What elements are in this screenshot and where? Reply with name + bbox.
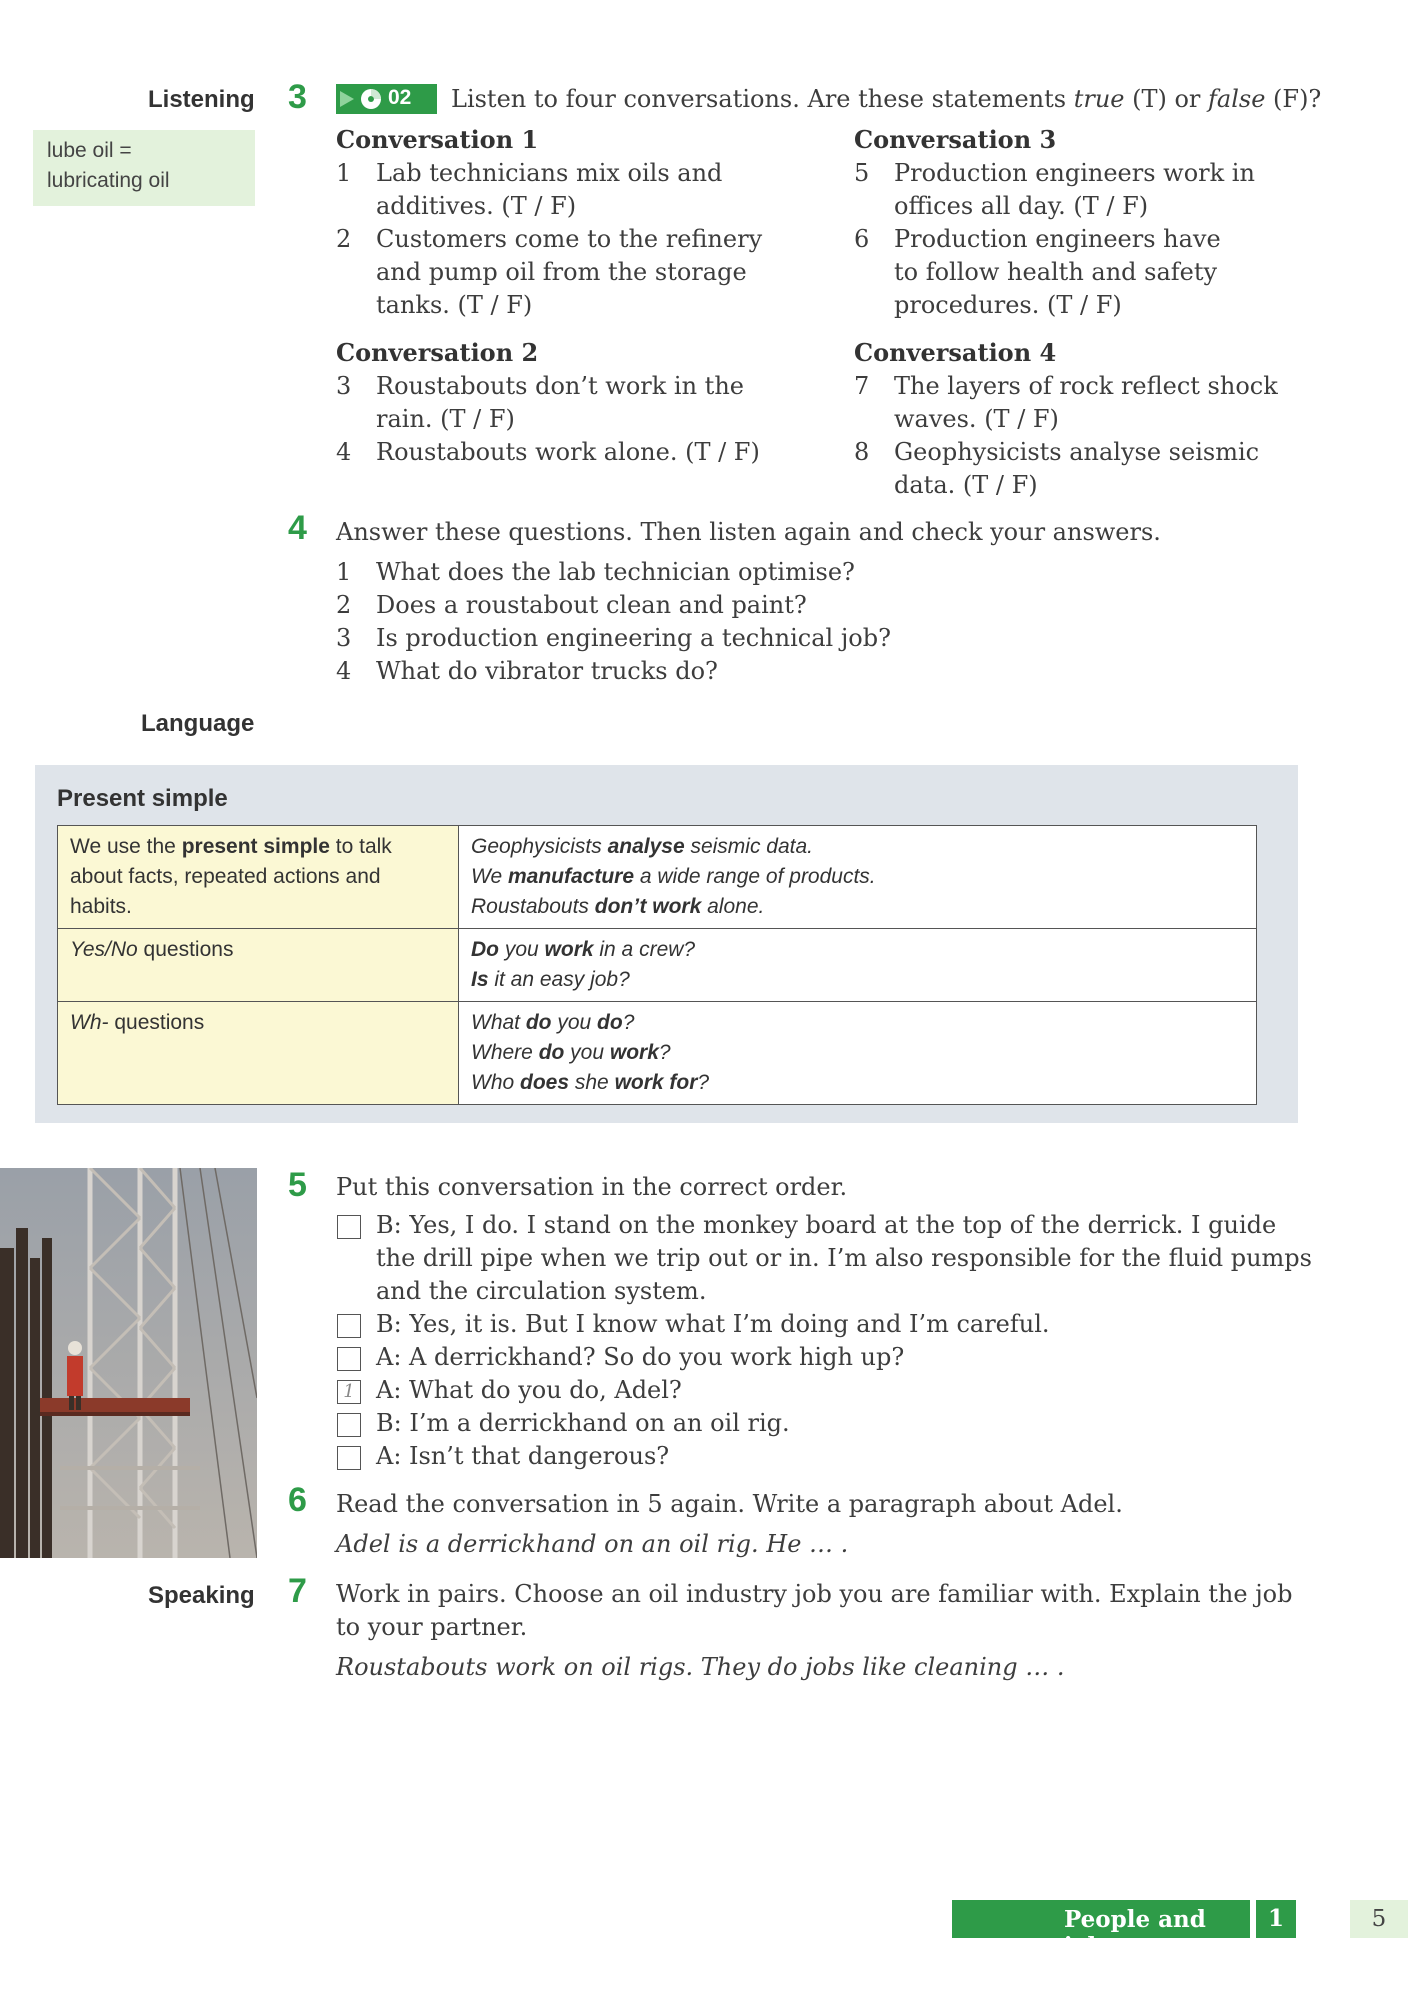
statement-item: [336, 436, 766, 469]
audio-track-badge[interactable]: [336, 84, 437, 114]
item-text: Is production engineering a technical job?: [376, 624, 891, 652]
exercise-7-instruction: Work in pairs. Choose an oil industry job you are familiar with. Explain the job to your partner.: [336, 1580, 1293, 1641]
grammar-example-cell: Geophysicists analyse seismic data. We manufacture a wide range of products. Roustabouts don’t work alone.: [459, 826, 1257, 929]
conversation-line: A: Isn’t that dangerous?: [376, 1442, 670, 1470]
item-number: 7: [854, 372, 870, 400]
grammar-example-cell: What do you do? Where do you work? Who does she work for?: [459, 1002, 1257, 1105]
footer-section-title: People and jobs: [1064, 1906, 1206, 1960]
conversation-2-title: Conversation 2: [336, 338, 539, 367]
exercise-6-instruction: Read the conversation in 5 again. Write a paragraph about Adel.: [336, 1490, 1123, 1518]
exercise-7-number: 7: [288, 1572, 307, 1610]
speaking-label: Speaking: [148, 1582, 255, 1609]
order-checkbox[interactable]: [337, 1347, 361, 1371]
statement-item: [336, 157, 766, 223]
exercise-6-number: 6: [288, 1481, 307, 1519]
item-text: Does a roustabout clean and paint?: [376, 591, 807, 619]
footer-section-bar: [952, 1900, 1250, 1960]
item-text: The layers of rock reflect shock waves. (T / F): [894, 372, 1278, 433]
grammar-rule-cell: Yes/No questions: [58, 929, 459, 1002]
grammar-box: [35, 765, 1298, 1123]
statement-item: [854, 157, 1294, 223]
note-line-2: lubricating oil: [47, 169, 170, 192]
order-checkbox[interactable]: [337, 1413, 361, 1437]
statement-item: [854, 370, 1294, 436]
exercise-3-instruction: [451, 83, 1321, 116]
item-text: Customers come to the refinery and pump oil from the storage tanks. (T / F): [376, 225, 763, 319]
item-number: 4: [336, 657, 352, 685]
item-text: What does the lab technician optimise?: [376, 558, 855, 586]
exercise-6-example: Adel is a derrickhand on an oil rig. He … .: [336, 1530, 849, 1558]
item-text: Lab technicians mix oils and additives. (T / F): [376, 159, 723, 220]
instr-part: (F)?: [1265, 85, 1322, 113]
item-number: 6: [854, 225, 870, 253]
question-item: [336, 655, 1036, 688]
item-number: 5: [854, 159, 870, 187]
item-number: 3: [336, 624, 352, 652]
play-icon: [338, 90, 356, 108]
cd-icon: [360, 88, 382, 110]
footer-unit-number: 1: [1256, 1900, 1296, 1938]
item-text: Production engineers have to follow health and safety procedures. (T / F): [894, 225, 1221, 319]
conversation-4-title: Conversation 4: [854, 338, 1057, 367]
grammar-row: [58, 929, 1257, 1002]
true-word: true: [1073, 85, 1125, 113]
conversation-line: A: What do you do, Adel?: [376, 1376, 682, 1404]
false-word: false: [1208, 85, 1266, 113]
exercise-4-instruction: Answer these questions. Then listen again and check your answers.: [336, 518, 1161, 546]
conversation-3-title: Conversation 3: [854, 125, 1057, 154]
question-item: [336, 556, 1036, 589]
instr-part: (T) or: [1124, 85, 1209, 113]
item-number: 4: [336, 438, 352, 466]
exercise-7-example: Roustabouts work on oil rigs. They do jobs like cleaning … .: [336, 1653, 1065, 1681]
order-checkbox[interactable]: [337, 1215, 361, 1239]
statement-item: [336, 370, 766, 436]
instr-part: Listen to four conversations. Are these statements: [451, 85, 1074, 113]
grammar-table: [57, 825, 1257, 1105]
page-number: 5: [1350, 1900, 1408, 1938]
conversation-line: B: Yes, I do. I stand on the monkey board at the top of the derrick. I guide the drill pipe when we trip out or in. I’m also responsible for the fluid pumps and the circulation system.: [376, 1211, 1312, 1305]
exercise-4-number: 4: [288, 509, 307, 547]
grammar-rule-cell: Wh- questions: [58, 1002, 459, 1105]
oil-rig-derrick-photo: [0, 1168, 257, 1558]
item-text: Geophysicists analyse seismic data. (T / F): [894, 438, 1260, 499]
item-number: 1: [336, 159, 352, 187]
item-text: Roustabouts don’t work in the rain. (T / F): [376, 372, 744, 433]
track-number: 02: [388, 86, 412, 109]
grammar-title: Present simple: [57, 785, 228, 812]
order-checkbox[interactable]: [337, 1314, 361, 1338]
language-label: Language: [141, 710, 255, 737]
question-item: [336, 622, 1036, 655]
grammar-row: [58, 1002, 1257, 1105]
statement-item: [336, 223, 766, 322]
exercise-3-number: 3: [288, 78, 307, 116]
order-checkbox[interactable]: [337, 1446, 361, 1470]
statement-item: [854, 436, 1294, 502]
conversation-line: B: I’m a derrickhand on an oil rig.: [376, 1409, 790, 1437]
grammar-rule-cell: We use the present simple to talk about facts, repeated actions and habits.: [58, 826, 459, 929]
statement-item: [854, 223, 1294, 322]
grammar-row: [58, 826, 1257, 929]
item-number: 2: [336, 225, 352, 253]
exercise-5-number: 5: [288, 1166, 307, 1204]
exercise-5-instruction: Put this conversation in the correct order.: [336, 1173, 848, 1201]
conversation-line: A: A derrickhand? So do you work high up?: [376, 1343, 905, 1371]
item-number: 1: [336, 558, 352, 586]
conversation-1-title: Conversation 1: [336, 125, 539, 154]
item-text: What do vibrator trucks do?: [376, 657, 718, 685]
order-checkbox[interactable]: 1: [337, 1380, 361, 1404]
item-number: 8: [854, 438, 870, 466]
grammar-example-cell: Do you work in a crew? Is it an easy job?: [459, 929, 1257, 1002]
conversation-line: B: Yes, it is. But I know what I’m doing and I’m careful.: [376, 1310, 1050, 1338]
vocabulary-note: [33, 130, 255, 206]
note-line-1: lube oil =: [47, 139, 132, 162]
question-item: [336, 589, 1036, 622]
item-number: 3: [336, 372, 352, 400]
item-number: 2: [336, 591, 352, 619]
listening-label: Listening: [148, 86, 255, 113]
item-text: Production engineers work in offices all day. (T / F): [894, 159, 1255, 220]
item-text: Roustabouts work alone. (T / F): [376, 438, 760, 466]
